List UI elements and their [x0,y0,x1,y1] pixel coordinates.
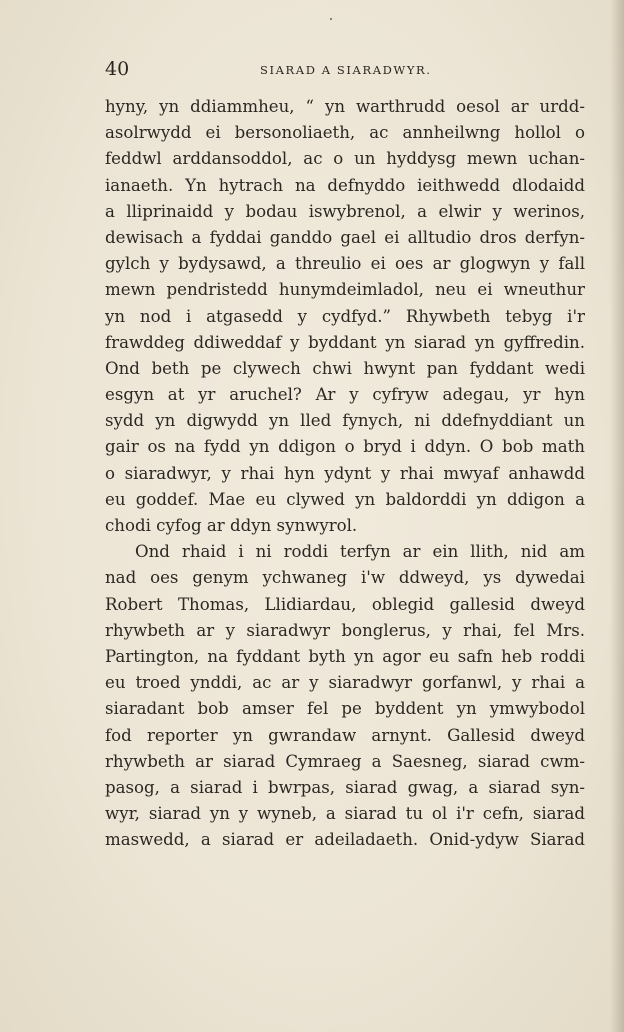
page-header [105,58,585,82]
text-line: eu goddef. Mae eu clywed yn baldorddi yn ddigon a [105,489,585,509]
text-line: rhywbeth ar y siaradwyr bonglerus, y rhai, fel Mrs. [105,620,585,640]
text-line: wyr, siarad yn y wyneb, a siarad tu ol i'r cefn, siarad [105,804,585,824]
text-line: yn nod i atgasedd y cydfyd.” Rhywbeth tebyg i'r [105,306,585,326]
text-line: gair os na fydd yn ddigon o bryd i ddyn. O bob math [105,437,585,457]
text-line: fod reporter yn gwrandaw arnynt. Gallesid dweyd [105,725,585,745]
paragraph-2 [105,539,585,853]
text-line: nad oes genym ychwaneg i'w ddweyd, ys dywedai [105,568,585,588]
text-line: ianaeth. Yn hytrach na defnyddo ieithwedd dlodaidd [105,175,585,195]
text-line: maswedd, a siarad er adeiladaeth. Onid-ydyw Siarad [105,830,585,850]
page-edge-shadow [610,0,624,1032]
text-line: gylch y bydysawd, a threulio ei oes ar glogwyn y fall [105,254,585,274]
text-line: Ond rhaid i ni roddi terfyn ar ein llith, nid am [135,542,585,562]
running-head: SIARAD A SIARADWYR. [260,63,432,77]
text-line: rhywbeth ar siarad Cymraeg a Saesneg, siarad cwm- [105,751,585,771]
text-line: frawddeg ddiweddaf y byddant yn siarad yn gyffredin. [105,332,585,352]
body-text [105,94,585,853]
paragraph-1 [105,94,585,539]
text-line: hyny, yn ddiammheu, “ yn warthrudd oesol ar urdd- [105,97,585,116]
text-line: feddwl arddansoddol, ac o un hyddysg mewn uchan- [105,149,585,169]
paper-speck [330,18,332,20]
text-line: chodi cyfog ar ddyn synwyrol. [105,516,358,535]
text-line: dewisach a fyddai ganddo gael ei alltudio dros derfyn- [105,227,585,247]
text-line: eu troed ynddi, ac ar y siaradwyr gorfanwl, y rhai a [105,673,585,693]
text-line: esgyn at yr aruchel? Ar y cyfryw adegau, yr hyn [105,385,585,405]
text-line: asolrwydd ei bersonoliaeth, ac annheilwng hollol o [105,123,585,143]
text-line: o siaradwyr, y rhai hyn ydynt y rhai mwyaf anhawdd [105,463,585,483]
text-line: a lliprinaidd y bodau iswybrenol, a elwir y werinos, [105,201,585,221]
text-line: Robert Thomas, Llidiardau, oblegid gallesid dweyd [105,594,585,614]
text-line: pasog, a siarad i bwrpas, siarad gwag, a siarad syn- [105,777,585,797]
text-line: mewn pendristedd hunymdeimladol, neu ei wneuthur [105,280,585,300]
text-line: Ond beth pe clywech chwi hwynt pan fyddant wedi [105,358,585,378]
text-line: Partington, na fyddant byth yn agor eu safn heb roddi [105,646,585,666]
text-line: sydd yn digwydd yn lled fynych, ni ddefnyddiant un [105,411,585,431]
page-number: 40 [105,58,130,80]
text-line: siaradant bob amser fel pe byddent yn ymwybodol [105,699,585,719]
